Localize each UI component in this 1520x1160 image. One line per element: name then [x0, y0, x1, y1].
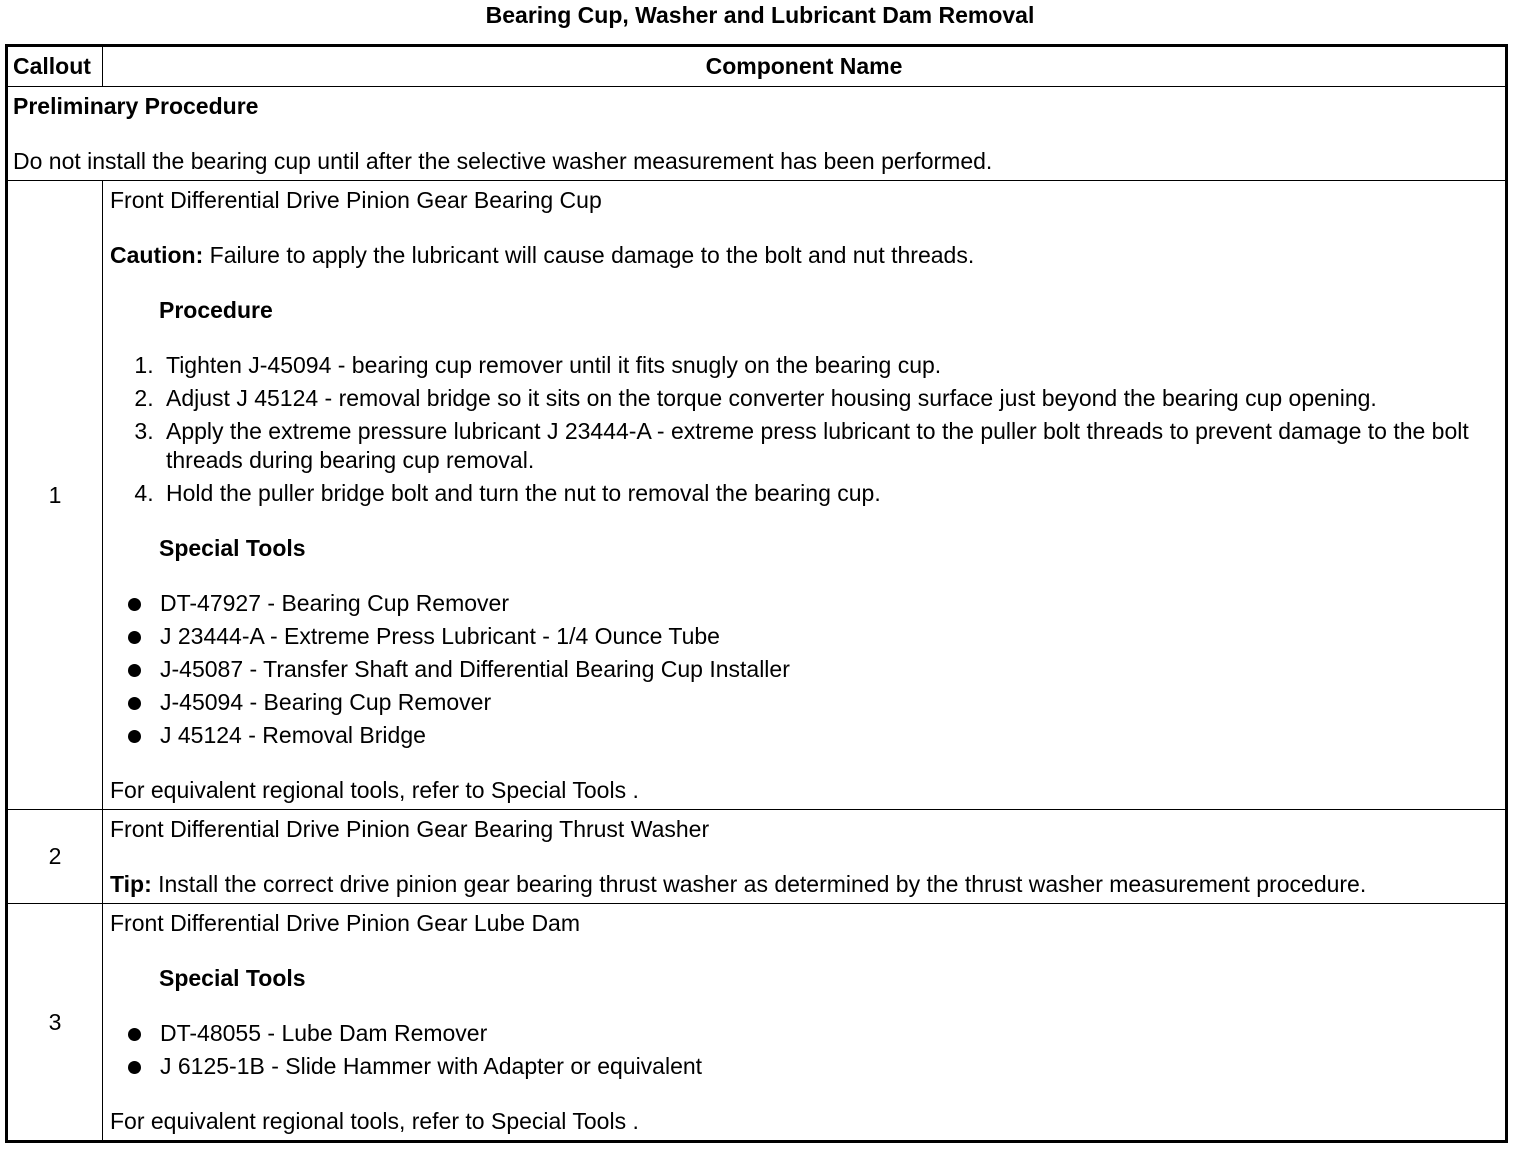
procedure-steps [110, 349, 1498, 510]
list-item: J-45087 - Transfer Shaft and Differential Bearing Cup Installer [160, 653, 1498, 686]
callout-header: Callout [7, 46, 103, 87]
component-name: Front Differential Drive Pinion Gear Lube Dam [110, 910, 581, 936]
special-tools-heading: Special Tools [159, 965, 306, 991]
special-tools-list [110, 1017, 1498, 1083]
special-tools-heading: Special Tools [159, 535, 306, 561]
caution-text: Failure to apply the lubricant will cause damage to the bolt and nut threads. [203, 242, 975, 268]
document-title: Bearing Cup, Washer and Lubricant Dam Removal [485, 2, 1035, 28]
list-item: DT-48055 - Lube Dam Remover [160, 1017, 1498, 1050]
preliminary-text: Do not install the bearing cup until after the selective washer measurement has been performed. [13, 148, 993, 174]
list-item: J 6125-1B - Slide Hammer with Adapter or equivalent [160, 1050, 1498, 1083]
table-row [7, 181, 1507, 810]
list-item: 2. Adjust J 45124 - removal bridge so it sits on the torque converter housing surface just beyond the bearing cup opening. [160, 382, 1498, 415]
list-item: 3. Apply the extreme pressure lubricant J 23444-A - extreme press lubricant to the puller bolt threads to prevent damage to the bolt threads during bearing cup removal. [160, 415, 1498, 477]
caution-label: Caution: [110, 242, 204, 268]
component-table [5, 44, 1508, 1143]
component-header: Component Name [103, 46, 1507, 87]
component-name: Front Differential Drive Pinion Gear Bearing Cup [110, 187, 602, 213]
regional-tools-note: For equivalent regional tools, refer to Special Tools . [110, 1108, 639, 1134]
tip-label: Tip: [110, 871, 152, 897]
list-item: J 45124 - Removal Bridge [160, 719, 1498, 752]
callout-cell: 1 [7, 181, 103, 810]
special-tools-list [110, 587, 1498, 752]
table-row [7, 904, 1507, 1142]
procedure-heading: Procedure [159, 297, 273, 323]
list-item: J-45094 - Bearing Cup Remover [160, 686, 1498, 719]
regional-tools-note: For equivalent regional tools, refer to Special Tools . [110, 777, 639, 803]
component-name: Front Differential Drive Pinion Gear Bearing Thrust Washer [110, 816, 710, 842]
table-row [7, 810, 1507, 904]
header-row [7, 46, 1507, 87]
callout-cell: 3 [7, 904, 103, 1142]
list-item: 4. Hold the puller bridge bolt and turn the nut to removal the bearing cup. [160, 477, 1498, 510]
preliminary-heading: Preliminary Procedure [13, 93, 259, 119]
list-item: J 23444-A - Extreme Press Lubricant - 1/4 Ounce Tube [160, 620, 1498, 653]
callout-cell: 2 [7, 810, 103, 904]
caution-note [110, 239, 1498, 272]
tip-text: Install the correct drive pinion gear bearing thrust washer as determined by the thrust washer measurement procedure. [151, 871, 1367, 897]
tip-note [110, 868, 1498, 901]
preliminary-row [7, 87, 1507, 181]
list-item: 1. Tighten J-45094 - bearing cup remover until it fits snugly on the bearing cup. [160, 349, 1498, 382]
list-item: DT-47927 - Bearing Cup Remover [160, 587, 1498, 620]
